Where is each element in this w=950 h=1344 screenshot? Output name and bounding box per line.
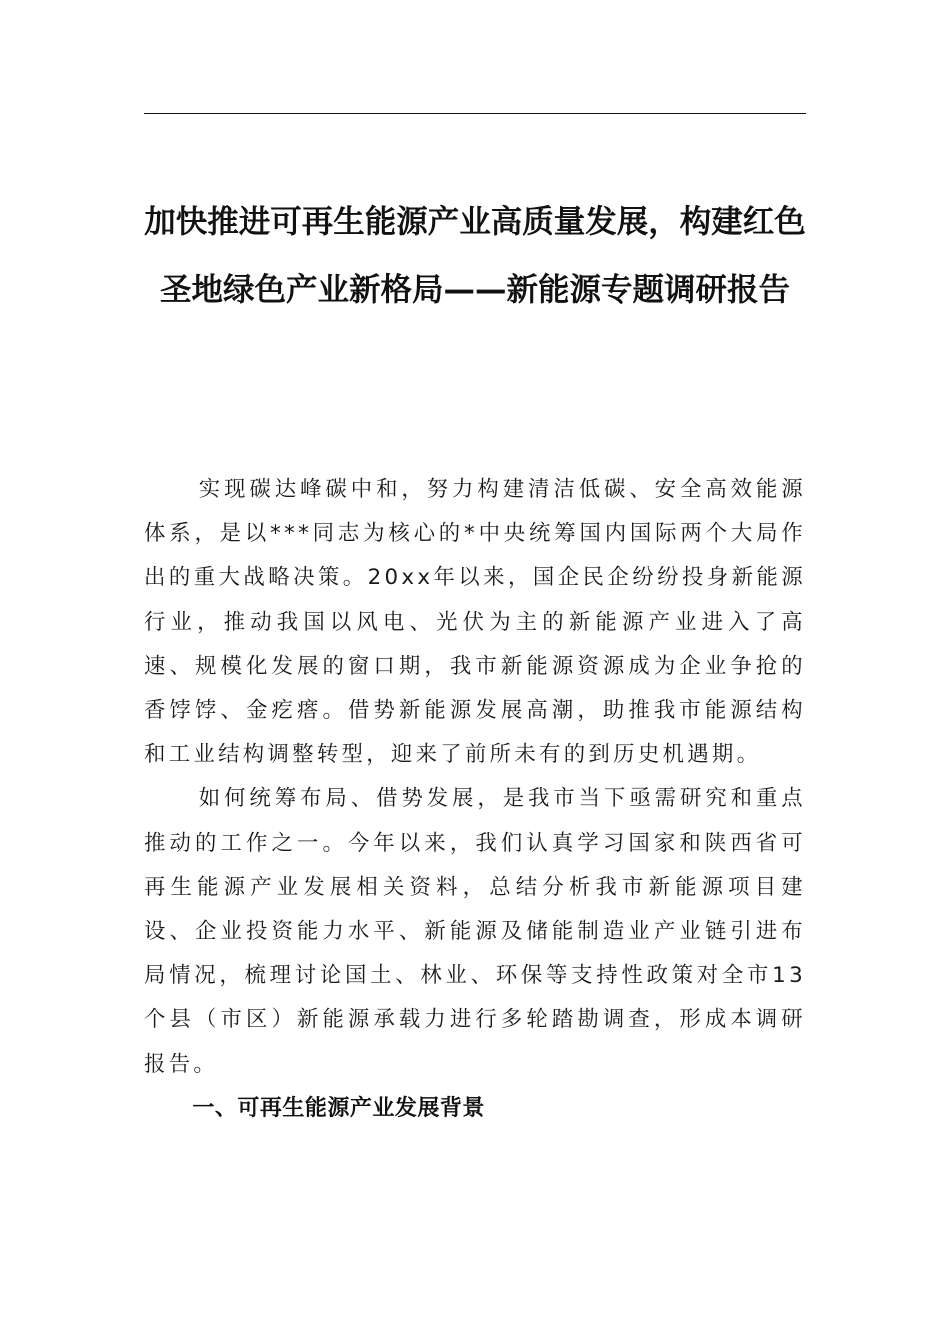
body-paragraph: 如何统筹布局、借势发展，是我市当下亟需研究和重点推动的工作之一。今年以来，我们认真学习国家和陕西省可再生能源产业发展相关资料，总结分析我市新能源项目建设、企业投资能力水平、新能源及储能制造业产业链引进布局情况，梳理讨论国土、林业、环保等支持性政策对全市13个县（市区）新能源承载力进行多轮踏勘调查，形成本调研报告。 [144, 786, 806, 1077]
body-paragraph: 实现碳达峰碳中和，努力构建清洁低碳、安全高效能源体系，是以***同志为核心的*中央统筹国内国际两个大局作出的重大战略决策。20xx年以来，国企民企纷纷投身新能源行业，推动我国以风电、光伏为主的新能源产业进入了高速、规模化发展的窗口期，我市新能源资源成为企业争抢的香饽饽、金疙瘩。借势新能源发展高潮，助推我市能源结构和工业结构调整转型，迎来了前所未有的到历史机遇期。 [144, 477, 806, 768]
document-body [144, 468, 806, 1131]
header-rule [144, 113, 806, 114]
document-title: 加快推进可再生能源产业高质量发展，构建红色圣地绿色产业新格局——新能源专题调研报告 [144, 204, 806, 308]
section-heading: 一、可再生能源产业发展背景 [192, 1095, 485, 1121]
